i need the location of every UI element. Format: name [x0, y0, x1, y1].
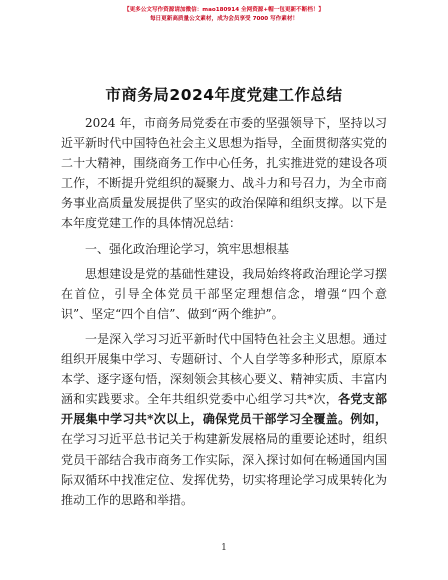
text-line: 党员干部结合我市商务工作实际，深入探讨如何在畅通国内国	[61, 452, 387, 467]
document-title: 市商务局2024年度党建工作总结	[105, 86, 343, 104]
text-line	[61, 409, 387, 429]
bold-text: 各党支部	[338, 392, 387, 407]
text-segment: 涵和实践要求。全年共组织党委中心组学习共*次，	[61, 392, 339, 407]
text-line: 际双循环中找准定位、发挥优势，切实将理论学习成果转化为	[61, 472, 387, 487]
page-number: 1	[221, 543, 227, 553]
text-line: 近平新时代中国特色社会主义思想为指导，全面贯彻落实党的	[61, 136, 387, 151]
text-line: 本学、逐字逐句悟，深刻领会其核心要义、精神实质、丰富内	[61, 372, 387, 387]
paragraph-intro	[61, 113, 387, 234]
section-heading-1: 一、强化政治理论学习，筑牢思想根基	[85, 241, 290, 256]
paragraph-ideology	[61, 264, 387, 324]
text-line: 在学习习近平总书记关于构建新发展格局的重要论述时，组织	[61, 432, 387, 447]
text-line: 推动工作的思路和举措。	[61, 492, 194, 507]
text-line: 组织开展集中学习、专题研讨、个人自学等多种形式，原原本	[61, 352, 387, 367]
text-line: 识”、坚定“四个自信”、做到“两个维护”。	[61, 306, 284, 321]
promo-line-2: 每日更新高质量公文素材，成为会员享受 7000 写作素材！	[149, 16, 299, 22]
bold-text: 确保党员干部学习全覆盖。例如，	[202, 412, 387, 427]
text-line: 思想建设是党的基础性建设，我局始终将政治理论学习摆	[85, 266, 387, 281]
paragraph-study	[61, 329, 387, 510]
bold-text: 开展集中学习共*次以上，	[61, 412, 203, 427]
text-line: 2024 年，市商务局党委在市委的坚强领导下，坚持以习	[85, 116, 387, 130]
promo-line-1: 【更多公文写作资源请加微信：mao180914 全网资源+帽一包更新不断档！】	[123, 7, 325, 13]
promo-banner	[0, 6, 448, 24]
text-line: 本年度党建工作的具体情况总结：	[61, 216, 242, 231]
text-line: 一是深入学习习近平新时代中国特色社会主义思想。通过	[85, 331, 387, 346]
text-line: 二十大精神，围绕商务工作中心任务，扎实推进党的建设各项	[61, 156, 387, 171]
text-line	[61, 389, 387, 409]
text-line: 在首位，引导全体党员干部坚定理想信念，增强“四个意	[61, 286, 387, 301]
text-line: 工作，不断提升党组织的凝聚力、战斗力和号召力，为全市商	[61, 176, 387, 191]
document-body	[61, 113, 387, 515]
text-line: 务事业高质量发展提供了坚实的政治保障和组织支撑。以下是	[61, 196, 387, 211]
